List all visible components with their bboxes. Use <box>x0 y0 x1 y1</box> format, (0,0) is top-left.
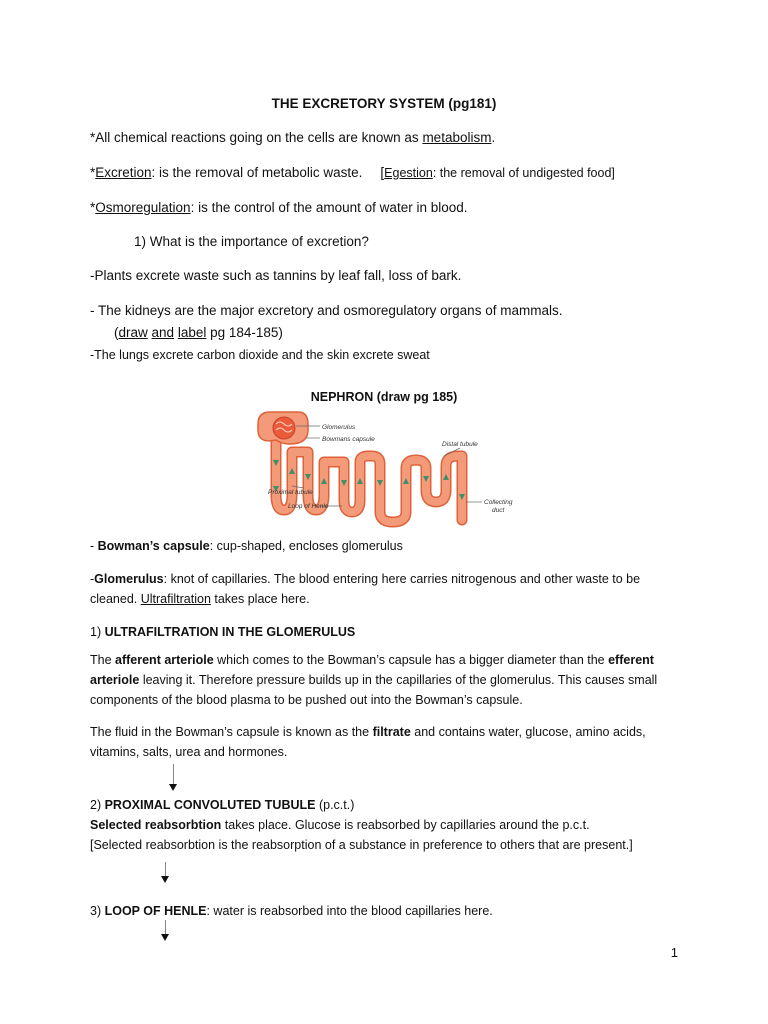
section-2-heading <box>90 796 354 815</box>
metabolism-text: *All chemical reactions going on the cells are known as <box>90 130 423 145</box>
plants-line: -Plants excrete waste such as tannins by leaf fall, loss of bark. <box>90 268 462 283</box>
glomerulus-icon <box>273 417 295 439</box>
page-number: 1 <box>670 945 678 960</box>
afferent-arteriole-term: afferent arteriole <box>115 653 214 667</box>
label-loop-of-henle: Loop of Henle <box>288 503 329 510</box>
label-distal-tubule: Distal tubule <box>442 441 478 448</box>
excretion-term: Excretion <box>95 165 152 180</box>
section-3-number: 3) <box>90 904 105 918</box>
egestion-term: Egestion <box>384 166 433 180</box>
osmo-text: : is the control of the amount of water in blood. <box>190 200 468 215</box>
glomerulus-paragraph <box>90 569 680 609</box>
section-2-abbr: (p.c.t.) <box>315 798 355 812</box>
osmoregulation-term: Osmoregulation <box>95 200 191 215</box>
flow-arrow-1-head <box>169 784 177 791</box>
section-1-number: 1) <box>90 625 105 639</box>
page-title: THE EXCRETORY SYSTEM (pg181) <box>271 96 497 111</box>
flow-arrow-2-head <box>161 876 169 883</box>
bowman-term: Bowman’s capsule <box>97 539 210 553</box>
section-2-number: 2) <box>90 798 105 812</box>
egestion-text: : the removal of undigested food] <box>432 166 615 180</box>
selected-reabsorbtion-text: takes place. Glucose is reabsorbed by capillaries around the p.c.t. <box>221 818 590 832</box>
flow-arrow-3-line <box>165 920 166 934</box>
question-line: 1) What is the importance of excretion? <box>134 234 369 249</box>
section-3-title: LOOP OF HENLE <box>104 904 207 918</box>
section-3-heading <box>90 902 493 921</box>
glomerulus-term: Glomerulus <box>94 572 164 586</box>
afferent-text-2: which comes to the Bowman’s capsule has a bigger diameter than the <box>213 653 609 667</box>
selected-reabsorbtion-line <box>90 816 590 835</box>
nephron-diagram <box>246 410 522 530</box>
metabolism-term: metabolism <box>422 130 492 145</box>
glomerulus-text: : knot of capillaries. The blood entering here carries nitrogenous and other waste to be cleaned. <box>90 572 641 606</box>
afferent-text-1: The <box>90 653 116 667</box>
draw-label-line <box>114 323 283 342</box>
efferent-arteriole-term: efferent arteriole <box>90 653 654 687</box>
bowman-line <box>90 537 403 556</box>
glomerulus-prefix: - <box>90 572 95 586</box>
section-1-heading <box>90 623 355 642</box>
flow-arrow-3-head <box>161 934 169 941</box>
osmoregulation-line <box>90 198 468 217</box>
and-word: and <box>151 325 175 340</box>
excretion-star: * <box>90 165 96 180</box>
section-3-text: : water is reabsorbed into the blood capillaries here. <box>206 904 493 918</box>
afferent-text-3: leaving it. Therefore pressure builds up in the capillaries of the glomerulus. This causes small components of the blood plasma to be pushed out into the Bowman’s capsule. <box>90 673 658 707</box>
filtrate-text-1: The fluid in the Bowman’s capsule is known as the <box>90 725 373 739</box>
draw-rest: pg 184-185) <box>206 325 283 340</box>
lungs-line: -The lungs excrete carbon dioxide and the skin excrete sweat <box>90 348 430 362</box>
label-collecting: Collecting <box>484 499 513 506</box>
excretion-text: : is the removal of metabolic waste. <box>151 165 363 180</box>
bowman-text: : cup-shaped, encloses glomerulus <box>209 539 403 553</box>
metabolism-suffix: . <box>491 130 496 145</box>
excretion-line <box>90 163 615 183</box>
filtrate-paragraph <box>90 722 680 762</box>
draw-paren: ( <box>114 325 119 340</box>
glomerulus-text-end: takes place here. <box>210 592 310 606</box>
selected-reabsorbtion-term: Selected reabsorbtion <box>90 818 222 832</box>
kidneys-line: - The kidneys are the major excretory and osmoregulatory organs of mammals. <box>90 303 563 318</box>
nephron-heading: NEPHRON (draw pg 185) <box>310 390 458 404</box>
draw-word: draw <box>118 325 148 340</box>
filtrate-text-2: and contains water, glucose, amino acids, vitamins, salts, urea and hormones. <box>90 725 646 759</box>
filtrate-term: filtrate <box>372 725 411 739</box>
metabolism-line <box>90 128 495 147</box>
label-proximal-tubule: Proximal tubule <box>268 489 313 496</box>
osmo-star: * <box>90 200 96 215</box>
label-word: label <box>177 325 207 340</box>
selected-definition-line: [Selected reabsorbtion is the reabsorption of a substance in preference to others that are present.] <box>90 838 633 852</box>
flow-arrow-2-line <box>165 862 166 876</box>
section-1-title: ULTRAFILTRATION IN THE GLOMERULUS <box>104 625 356 639</box>
label-glomerulus: Glomerulus <box>322 424 356 431</box>
section-2-title: PROXIMAL CONVOLUTED TUBULE <box>104 798 316 812</box>
bowman-prefix: - <box>90 539 98 553</box>
flow-arrow-1-line <box>173 764 174 784</box>
label-bowmans-capsule: Bowmans capsule <box>322 436 375 443</box>
egestion-bracket: [ <box>380 165 385 180</box>
label-duct: duct <box>492 507 505 514</box>
afferent-paragraph <box>90 650 680 710</box>
ultrafiltration-term: Ultrafiltration <box>140 592 211 606</box>
